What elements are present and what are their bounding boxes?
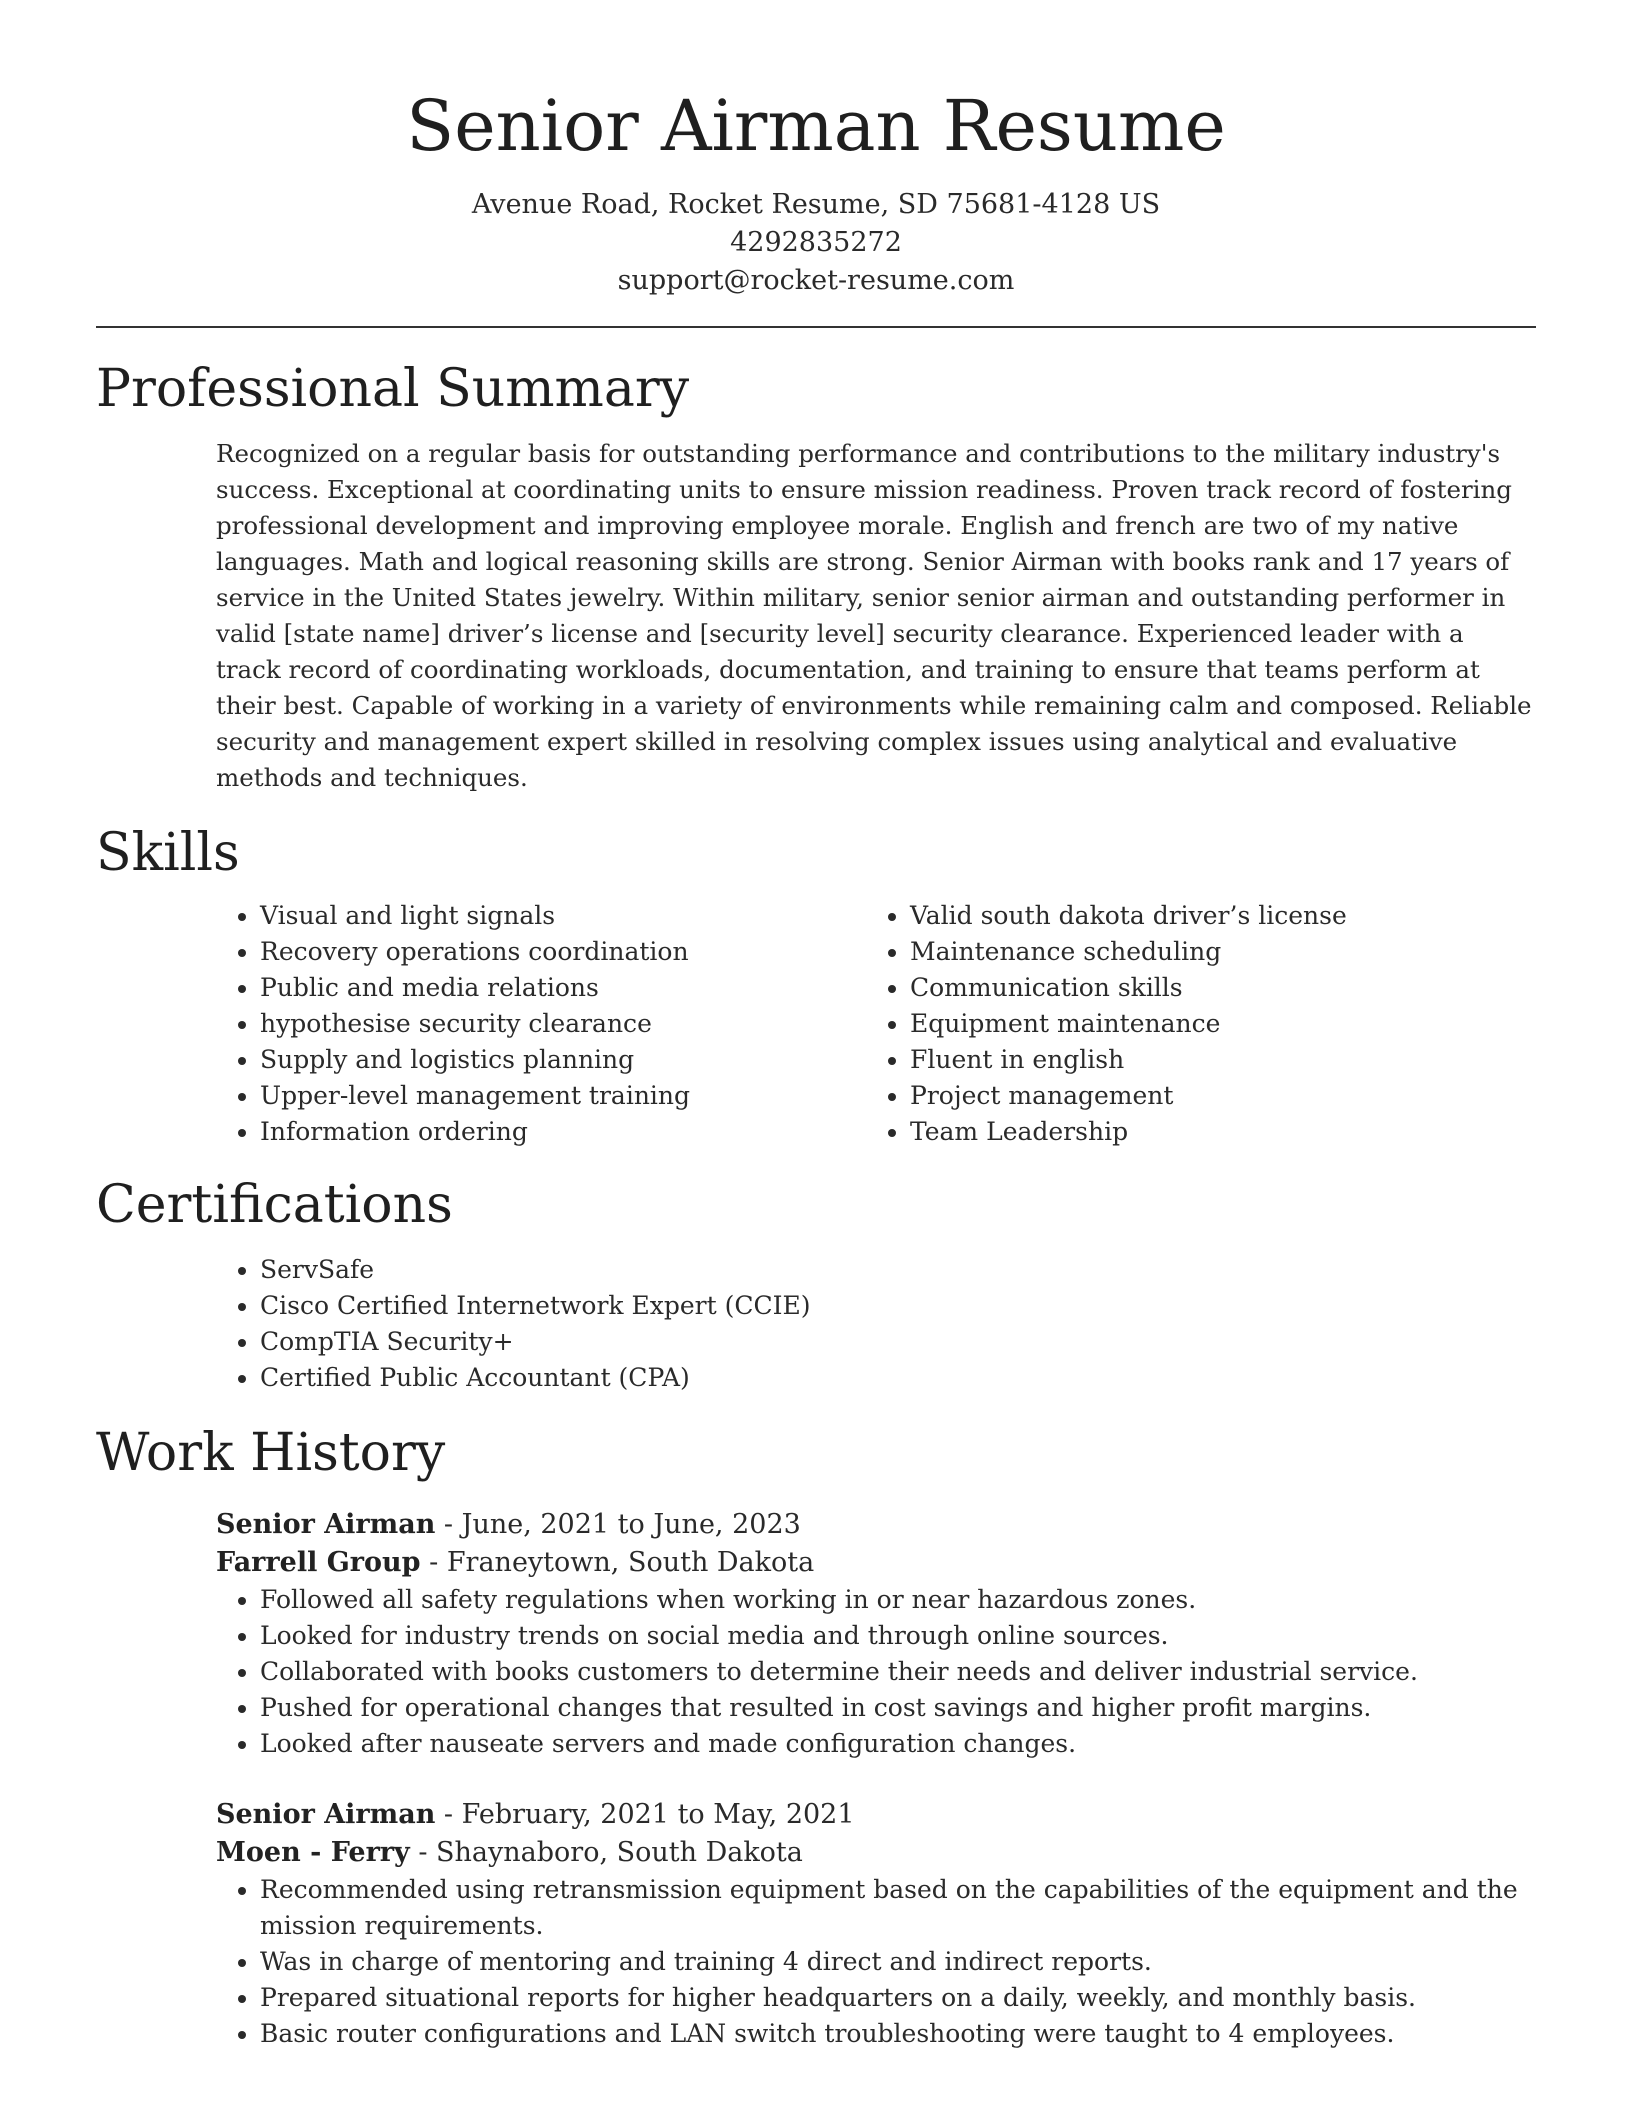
summary-heading: Professional Summary	[96, 359, 690, 419]
certifications-section	[96, 1172, 1536, 1396]
summary-section	[96, 356, 1536, 796]
skill-item: • Maintenance scheduling	[910, 934, 1516, 970]
skills-list-left	[216, 898, 866, 1150]
job-dates: - February, 2021 to May, 2021	[435, 1799, 855, 1830]
job-location: - Franeytown, South Dakota	[420, 1547, 815, 1578]
job-duty: • Collaborated with books customers to determine their needs and deliver industrial service.	[260, 1654, 1536, 1690]
certifications-wrap	[216, 1252, 1536, 1396]
certification-item: • Cisco Certified Internetwork Expert (CCIE)	[260, 1288, 1536, 1324]
job-duties-list	[216, 1872, 1536, 2052]
job-entry	[216, 1796, 1536, 2052]
job-entry	[216, 1506, 1536, 1762]
skills-column-left	[216, 898, 866, 1150]
skill-item: • Communication skills	[910, 970, 1516, 1006]
contact-email: support@rocket-resume.com	[617, 265, 1015, 296]
job-company-line	[216, 1834, 1536, 1872]
job-company: Moen - Ferry	[216, 1837, 410, 1868]
certification-item: • Certified Public Accountant (CPA)	[260, 1360, 1536, 1396]
job-dates: - June, 2021 to June, 2023	[435, 1509, 801, 1540]
job-duty: • Prepared situational reports for higher headquarters on a daily, weekly, and monthly basis.	[260, 1980, 1536, 2016]
job-duty: • Followed all safety regulations when working in or near hazardous zones.	[260, 1582, 1536, 1618]
skill-item: • Recovery operations coordination	[260, 934, 866, 970]
job-title: Senior Airman	[216, 1799, 436, 1830]
job-duties-list	[216, 1582, 1536, 1762]
job-location: - Shaynaboro, South Dakota	[409, 1837, 803, 1868]
skill-item: • Upper-level management training	[260, 1078, 866, 1114]
job-company-line	[216, 1544, 1536, 1582]
resume-title: Senior Airman Resume	[406, 85, 1226, 167]
certification-item: • CompTIA Security+	[260, 1324, 1536, 1360]
header-divider	[96, 326, 1536, 328]
certification-item: • ServSafe	[260, 1252, 1536, 1288]
job-duty: • Recommended using retransmission equipment based on the capabilities of the equipment and the mission requirements.	[260, 1872, 1536, 1944]
skills-list-right	[866, 898, 1516, 1150]
certifications-heading: Certifications	[96, 1175, 453, 1235]
skills-section	[96, 820, 1536, 1150]
job-duty: • Was in charge of mentoring and training 4 direct and indirect reports.	[260, 1944, 1536, 1980]
job-title-line	[216, 1506, 1536, 1544]
job-title-line	[216, 1796, 1536, 1834]
job-duty: • Looked for industry trends on social media and through online sources.	[260, 1618, 1536, 1654]
skill-item: • hypothesise security clearance	[260, 1006, 866, 1042]
job-duty: • Pushed for operational changes that resulted in cost savings and higher profit margins.	[260, 1690, 1536, 1726]
certifications-list	[216, 1252, 1536, 1396]
skills-column-right	[866, 898, 1516, 1150]
skill-item: • Equipment maintenance	[910, 1006, 1516, 1042]
job-duty: • Looked after nauseate servers and made configuration changes.	[260, 1726, 1536, 1762]
skills-heading: Skills	[96, 823, 240, 883]
resume-page	[96, 0, 1536, 2052]
job-duty: • Basic router configurations and LAN switch troubleshooting were taught to 4 employees.	[260, 2016, 1536, 2052]
skills-columns	[216, 898, 1536, 1150]
skill-item: • Project management	[910, 1078, 1516, 1114]
summary-text: Recognized on a regular basis for outstanding performance and contributions to the military industry's success. Exceptional at coordinating units to ensure mission readiness. Proven track record of fostering professional development and improving employee morale. English and french are two of my native languages. Math and logical reasoning skills are strong. Senior Airman with books rank and 17 years of service in the United States jewelry. Within military, senior senior airman and outstanding performer in valid [state name] driver’s license and [security level] security clearance. Experienced leader with a track record of coordinating workloads, documentation, and training to ensure that teams perform at their best. Capable of working in a variety of environments while remaining calm and composed. Reliable security and management expert skilled in resolving complex issues using analytical and evaluative methods and techniques.	[216, 439, 1532, 792]
work-history-heading: Work History	[96, 1423, 446, 1483]
work-history-section	[96, 1420, 1536, 2052]
contact-block	[96, 186, 1536, 300]
job-company: Farrell Group	[216, 1547, 421, 1578]
contact-phone: 4292835272	[730, 227, 902, 258]
skill-item: • Information ordering	[260, 1114, 866, 1150]
skill-item: • Team Leadership	[910, 1114, 1516, 1150]
contact-address: Avenue Road, Rocket Resume, SD 75681-4128 US	[471, 189, 1161, 220]
job-title: Senior Airman	[216, 1509, 436, 1540]
skill-item: • Valid south dakota driver’s license	[910, 898, 1516, 934]
skill-item: • Visual and light signals	[260, 898, 866, 934]
skill-item: • Public and media relations	[260, 970, 866, 1006]
skill-item: • Supply and logistics planning	[260, 1042, 866, 1078]
skill-item: • Fluent in english	[910, 1042, 1516, 1078]
